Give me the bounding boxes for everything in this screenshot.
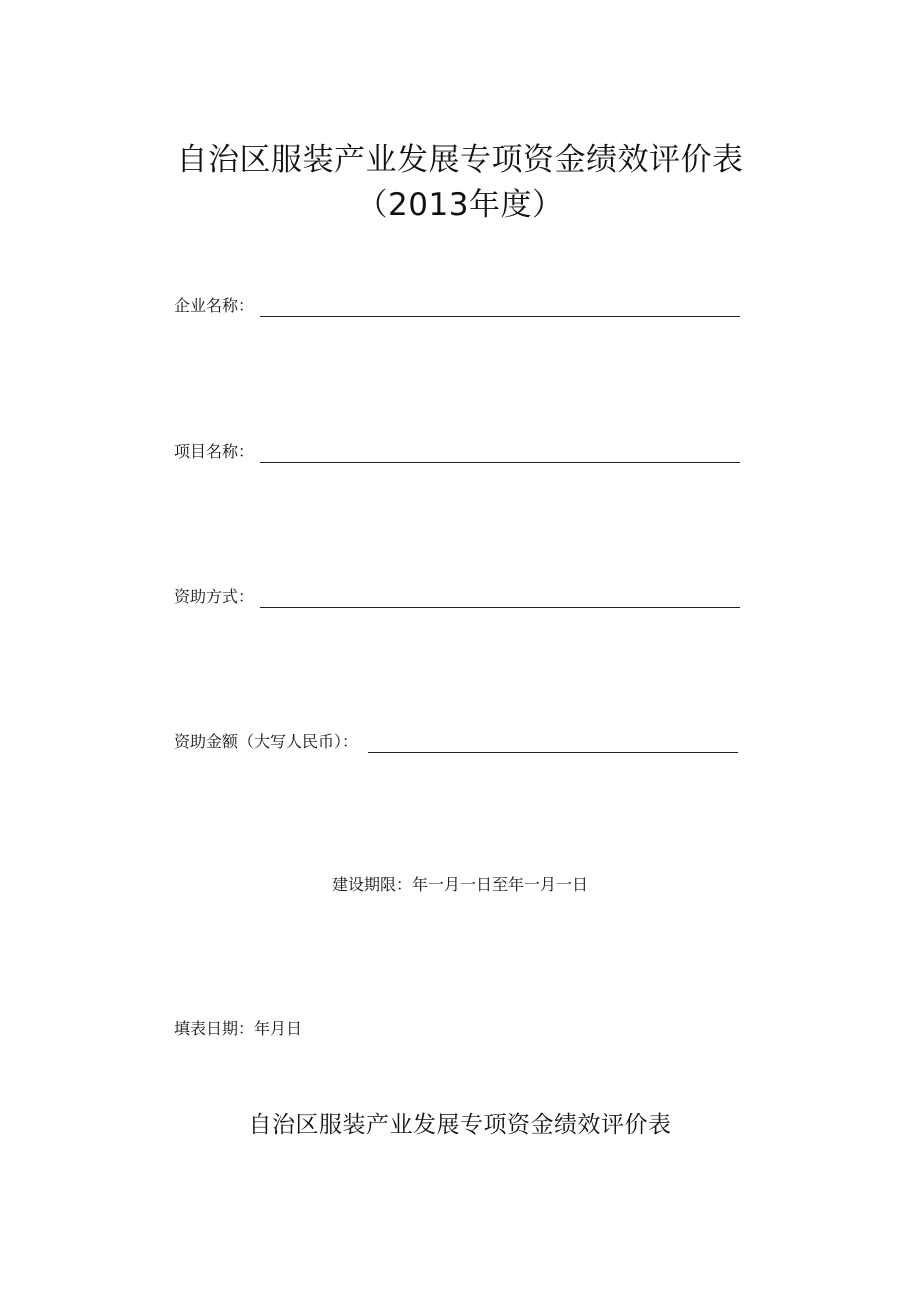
document-year: （2013年度） (356, 187, 564, 223)
company-name-label: 企业名称： (174, 296, 255, 315)
fill-date: 填表日期：年月日 (174, 1019, 303, 1038)
project-name-label: 项目名称： (174, 442, 255, 461)
company-name-blank[interactable] (260, 296, 740, 317)
funding-amount-field (174, 731, 738, 753)
funding-amount-blank[interactable] (368, 732, 738, 753)
funding-method-blank[interactable] (260, 587, 740, 608)
funding-amount-label: 资助金额（大写人民币）： (174, 732, 359, 751)
section-title: 自治区服装产业发展专项资金绩效评价表 (248, 1112, 672, 1138)
company-name-field (174, 295, 740, 317)
project-name-field (174, 441, 740, 463)
funding-method-field (174, 586, 740, 608)
construction-period: 建设期限：年一月一日至年一月一日 (331, 875, 588, 894)
project-name-blank[interactable] (260, 442, 740, 463)
funding-method-label: 资助方式： (174, 587, 255, 606)
document-title: 自治区服装产业发展专项资金绩效评价表 (176, 142, 744, 178)
